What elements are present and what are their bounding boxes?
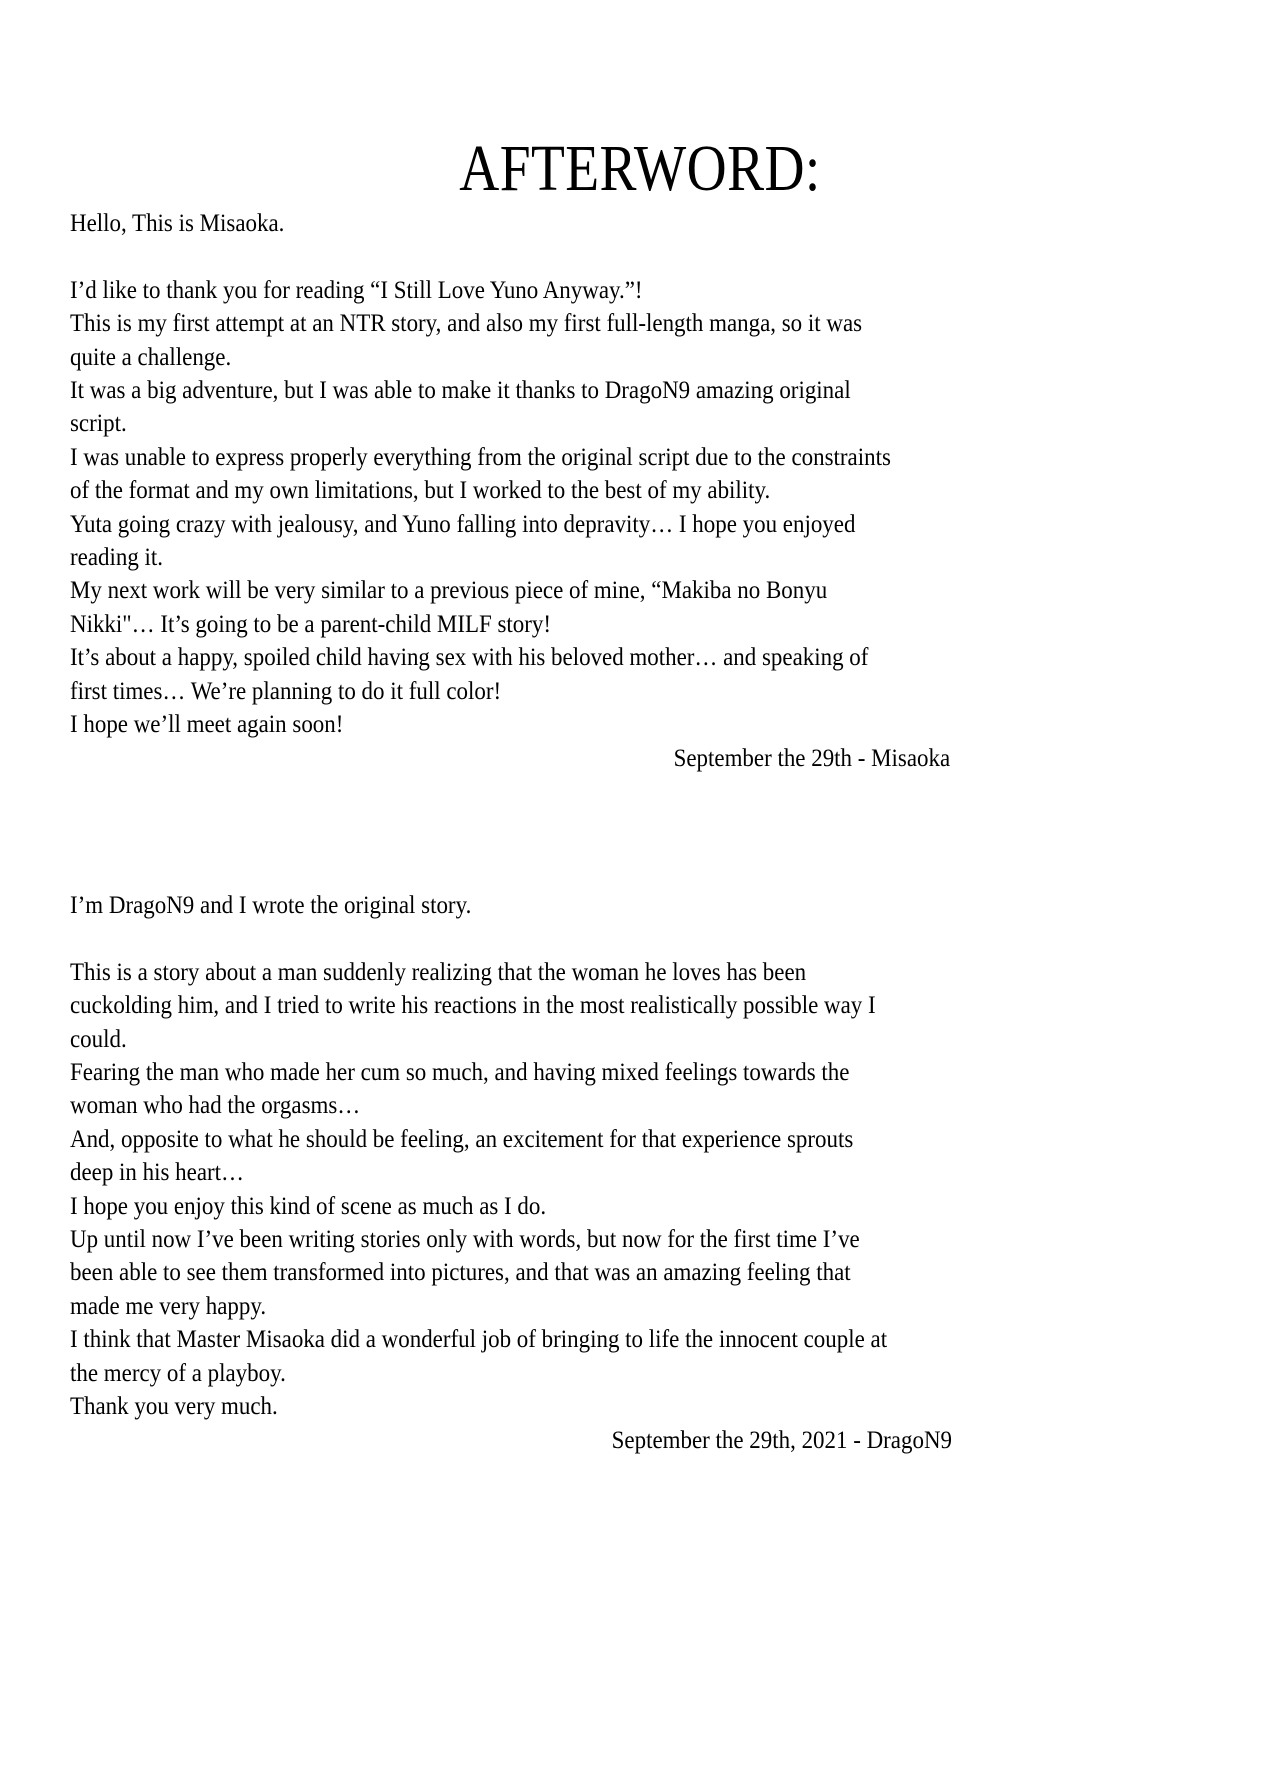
paragraph-spacer xyxy=(70,239,952,272)
body-line: Yuta going crazy with jealousy, and Yuno falling into depravity… I hope you enjoyed xyxy=(70,508,856,538)
letter-greeting: I’m DragoN9 and I wrote the original story. xyxy=(70,890,472,919)
body-line: Fearing the man who made her cum so much, and having mixed feelings towards the xyxy=(70,1057,850,1087)
letter-body xyxy=(70,273,952,741)
page-title: AFTERWORD: xyxy=(459,132,821,206)
letter-body xyxy=(70,955,952,1423)
letter-misaoka xyxy=(70,206,952,775)
body-line: script. xyxy=(70,408,127,438)
letter-greeting: Hello, This is Misaoka. xyxy=(70,208,285,237)
body-line: I’d like to thank you for reading “I Still Love Yuno Anyway.”! xyxy=(70,274,643,304)
letter-dragon9 xyxy=(70,888,952,1457)
body-line: woman who had the orgasms… xyxy=(70,1090,361,1120)
body-line: And, opposite to what he should be feeling, an excitement for that experience sprouts xyxy=(70,1123,854,1153)
body-line: first times… We’re planning to do it full color! xyxy=(70,675,502,705)
body-line: I think that Master Misaoka did a wonderful job of bringing to life the innocent couple at xyxy=(70,1324,888,1354)
body-line: been able to see them transformed into pictures, and that was an amazing feeling that xyxy=(70,1257,851,1287)
body-line: This is my first attempt at an NTR story, and also my first full-length manga, so it was xyxy=(70,308,863,338)
body-line: My next work will be very similar to a previous piece of mine, “Makiba no Bonyu xyxy=(70,575,828,605)
body-line: It was a big adventure, but I was able to make it thanks to DragoN9 amazing original xyxy=(70,375,851,405)
body-line: Up until now I’ve been writing stories only with words, but now for the first time I’ve xyxy=(70,1224,860,1254)
body-line: Nikki"… It’s going to be a parent-child MILF story! xyxy=(70,608,552,638)
body-line: Thank you very much. xyxy=(70,1391,278,1421)
body-line: I was unable to express properly everything from the original script due to the constraints xyxy=(70,441,891,471)
body-line: quite a challenge. xyxy=(70,341,232,371)
body-line: of the format and my own limitations, but I worked to the best of my ability. xyxy=(70,475,771,505)
body-line: deep in his heart… xyxy=(70,1157,244,1187)
letter-signature: September the 29th, 2021 - DragoN9 xyxy=(611,1425,952,1455)
body-line: This is a story about a man suddenly realizing that the woman he loves has been xyxy=(70,956,807,986)
paragraph-spacer xyxy=(70,921,952,954)
body-line: could. xyxy=(70,1023,127,1053)
body-line: cuckolding him, and I tried to write his reactions in the most realistically possible way I xyxy=(70,990,876,1020)
body-line: It’s about a happy, spoiled child having sex with his beloved mother… and speaking of xyxy=(70,642,869,672)
body-line: I hope you enjoy this kind of scene as much as I do. xyxy=(70,1190,547,1220)
body-line: the mercy of a playboy. xyxy=(70,1357,286,1387)
letter-signature: September the 29th - Misaoka xyxy=(673,743,951,773)
body-line: I hope we’ll meet again soon! xyxy=(70,709,344,739)
body-line: reading it. xyxy=(70,542,164,572)
body-line: made me very happy. xyxy=(70,1290,267,1320)
